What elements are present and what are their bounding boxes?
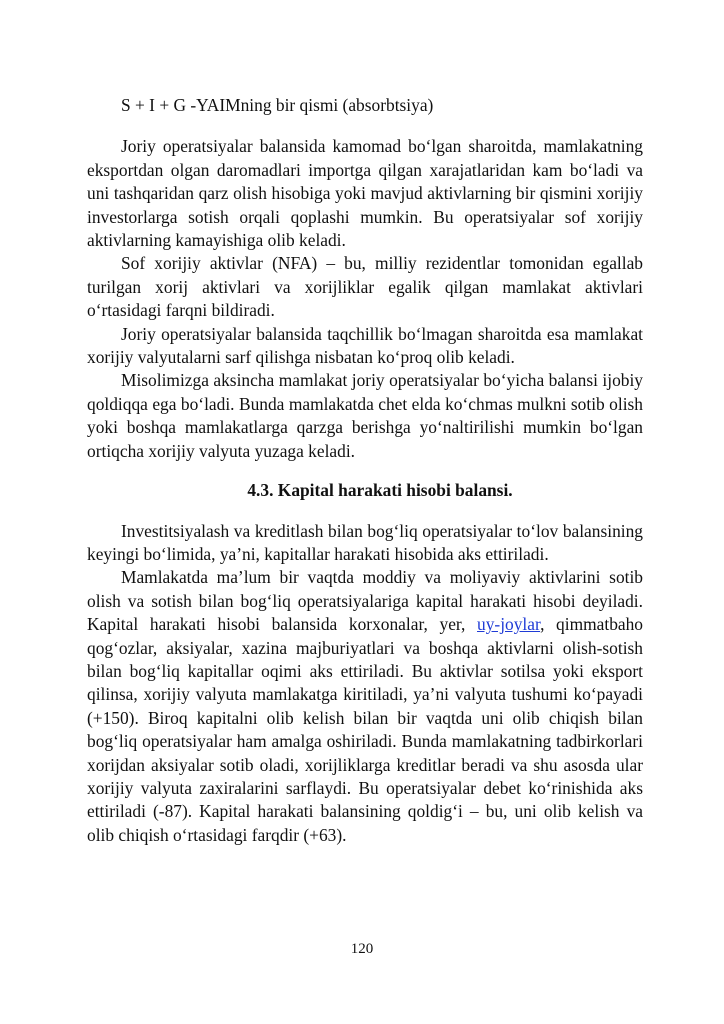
- paragraph-nfa-definition: Sof xorijiy aktivlar (NFA) – bu, milliy rezidentlar tomonidan egallab turilgan xorij aktivlari va xorijliklar egalik qilgan mamlakat aktivlari o‘rtasidagi farqni bildiradi.: [87, 253, 643, 321]
- section-title: 4.3. Kapital harakati hisobi balansi.: [247, 480, 513, 501]
- paragraph-current-account-deficit: Joriy operatsiyalar balansida kamomad bo‘lgan sharoitda, mamlakatning eksportdan olgan daromadlari importga qilgan xarajatlaridan kam bo‘ladi va uni tashqaridan qarz olish hisobiga yoki mavjud aktivlarning bir qismini xorijiy investorlarga sotish orqali qoplashi mumkin. Bu operatsiyalar sof xorijiy aktivlarning kamayishiga olib keladi.: [87, 136, 643, 251]
- paragraph-positive-balance: Misolimizga aksincha mamlakat joriy operatsiyalar bo‘yicha balansi ijobiy qoldiqqa ega bo‘ladi. Bunda mamlakatda chet elda ko‘chmas mulkni sotib olish yoki boshqa mamlakatlarga qarzga berishga yo‘naltirilishi mumkin bo‘lgan ortiqcha xorijiy valyuta yuzaga keladi.: [87, 370, 643, 461]
- paragraph-no-deficit: Joriy operatsiyalar balansida taqchillik bo‘lmagan sharoitda esa mamlakat xorijiy valyutalarni sarf qilishga nisbatan ko‘proq olib keladi.: [87, 323, 643, 368]
- capital-account-text-rest: , qimmatbaho qog‘ozlar, aksiyalar, xazina majburiyatlari va boshqa aktivlarni olish-sotish bilan bog‘liq kapitallar oqimi aks ettiriladi. Bu aktivlar sotilsa yoki eksport qilinsa, xorijiy valyuta mamlakatga kiritiladi, ya’ni valyuta tushumi ko‘payadi (+150). Biroq kapitalni olib kelish bilan bir vaqtda uni olib chiqish bilan bog‘liq operatsiyalar ham amalga oshiriladi. Bunda mamlakatning tadbirkorlari xorijdan aksiyalar sotib oladi, xorijliklarga kreditlar beradi va shu asosda ular xorijiy valyuta zaxiralarini sarflaydi. Bu operatsiyalar debet ko‘rinishida aks ettiriladi (-87). Kapital harakati balansining qoldig‘i – bu, uni olib kelish va olib chiqish o‘rtasidagi farqdir (+63).: [87, 614, 643, 845]
- paragraph-capital-account: [87, 566, 643, 847]
- uy-joylar-link[interactable]: uy-joylar: [477, 614, 541, 635]
- paragraph-investment-operations: Investitsiyalash va kreditlash bilan bog‘liq operatsiyalar to‘lov balansining keyingi bo‘limida, ya’ni, kapitallar harakati hisobida aks ettiriladi.: [87, 520, 643, 564]
- document-page: [87, 94, 643, 847]
- page-number: 120: [350, 941, 374, 957]
- formula-line: S + I + G -YAIMning bir qismi (absorbtsiya): [121, 95, 434, 115]
- capital-account-text-start: Mamlakatda ma’lum bir vaqtda moddiy va moliyaviy aktivlarini sotib olish va sotish bilan bog‘liq operatsiyalariga kapital harakati hisobi deyiladi. Kapital harakati hisobi balansida korxonalar, yer,: [87, 567, 643, 635]
